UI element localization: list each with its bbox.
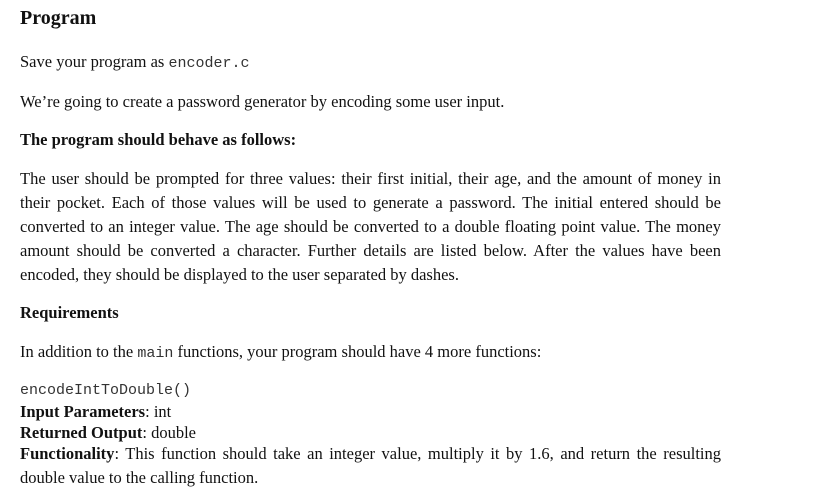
requirements-prefix: In addition to the <box>20 342 138 361</box>
input-parameters-row <box>20 401 171 423</box>
functionality-row <box>20 442 721 490</box>
intro-paragraph: We’re going to create a password generator by encoding some user input. <box>20 92 505 111</box>
requirements-paragraph <box>20 341 541 365</box>
returned-output-row <box>20 422 196 444</box>
function-signature: encodeIntToDouble() <box>20 382 192 399</box>
functionality-text: : This function should take an integer value, multiply it by 1.6, and return the resulting double value to the calling function. <box>20 444 721 487</box>
input-parameters-value: : int <box>145 402 172 421</box>
returned-output-label: Returned Output <box>20 423 143 442</box>
requirements-suffix: functions, your program should have 4 more functions: <box>173 342 542 361</box>
save-instruction <box>20 51 249 75</box>
input-parameters-label: Input Parameters <box>20 402 146 421</box>
functionality-label: Functionality <box>20 444 115 463</box>
behavior-heading: The program should behave as follows: <box>20 130 297 149</box>
behavior-paragraph: The user should be prompted for three values: their first initial, their age, and the amount of money in their pocket. Each of those values will be used to generate a password. The initial entered should be converted to an integer value. The age should be converted to a double floating point value. The money amount should be converted a character. Further details are listed below. After the values have been encoded, they should be displayed to the user separated by dashes. <box>20 169 721 284</box>
requirements-heading: Requirements <box>20 303 119 322</box>
main-code: main <box>137 345 174 362</box>
page-title: Program <box>20 7 97 29</box>
save-instruction-text: Save your program as <box>20 52 169 71</box>
returned-output-value: : double <box>142 423 197 442</box>
filename-code: encoder.c <box>168 55 250 72</box>
